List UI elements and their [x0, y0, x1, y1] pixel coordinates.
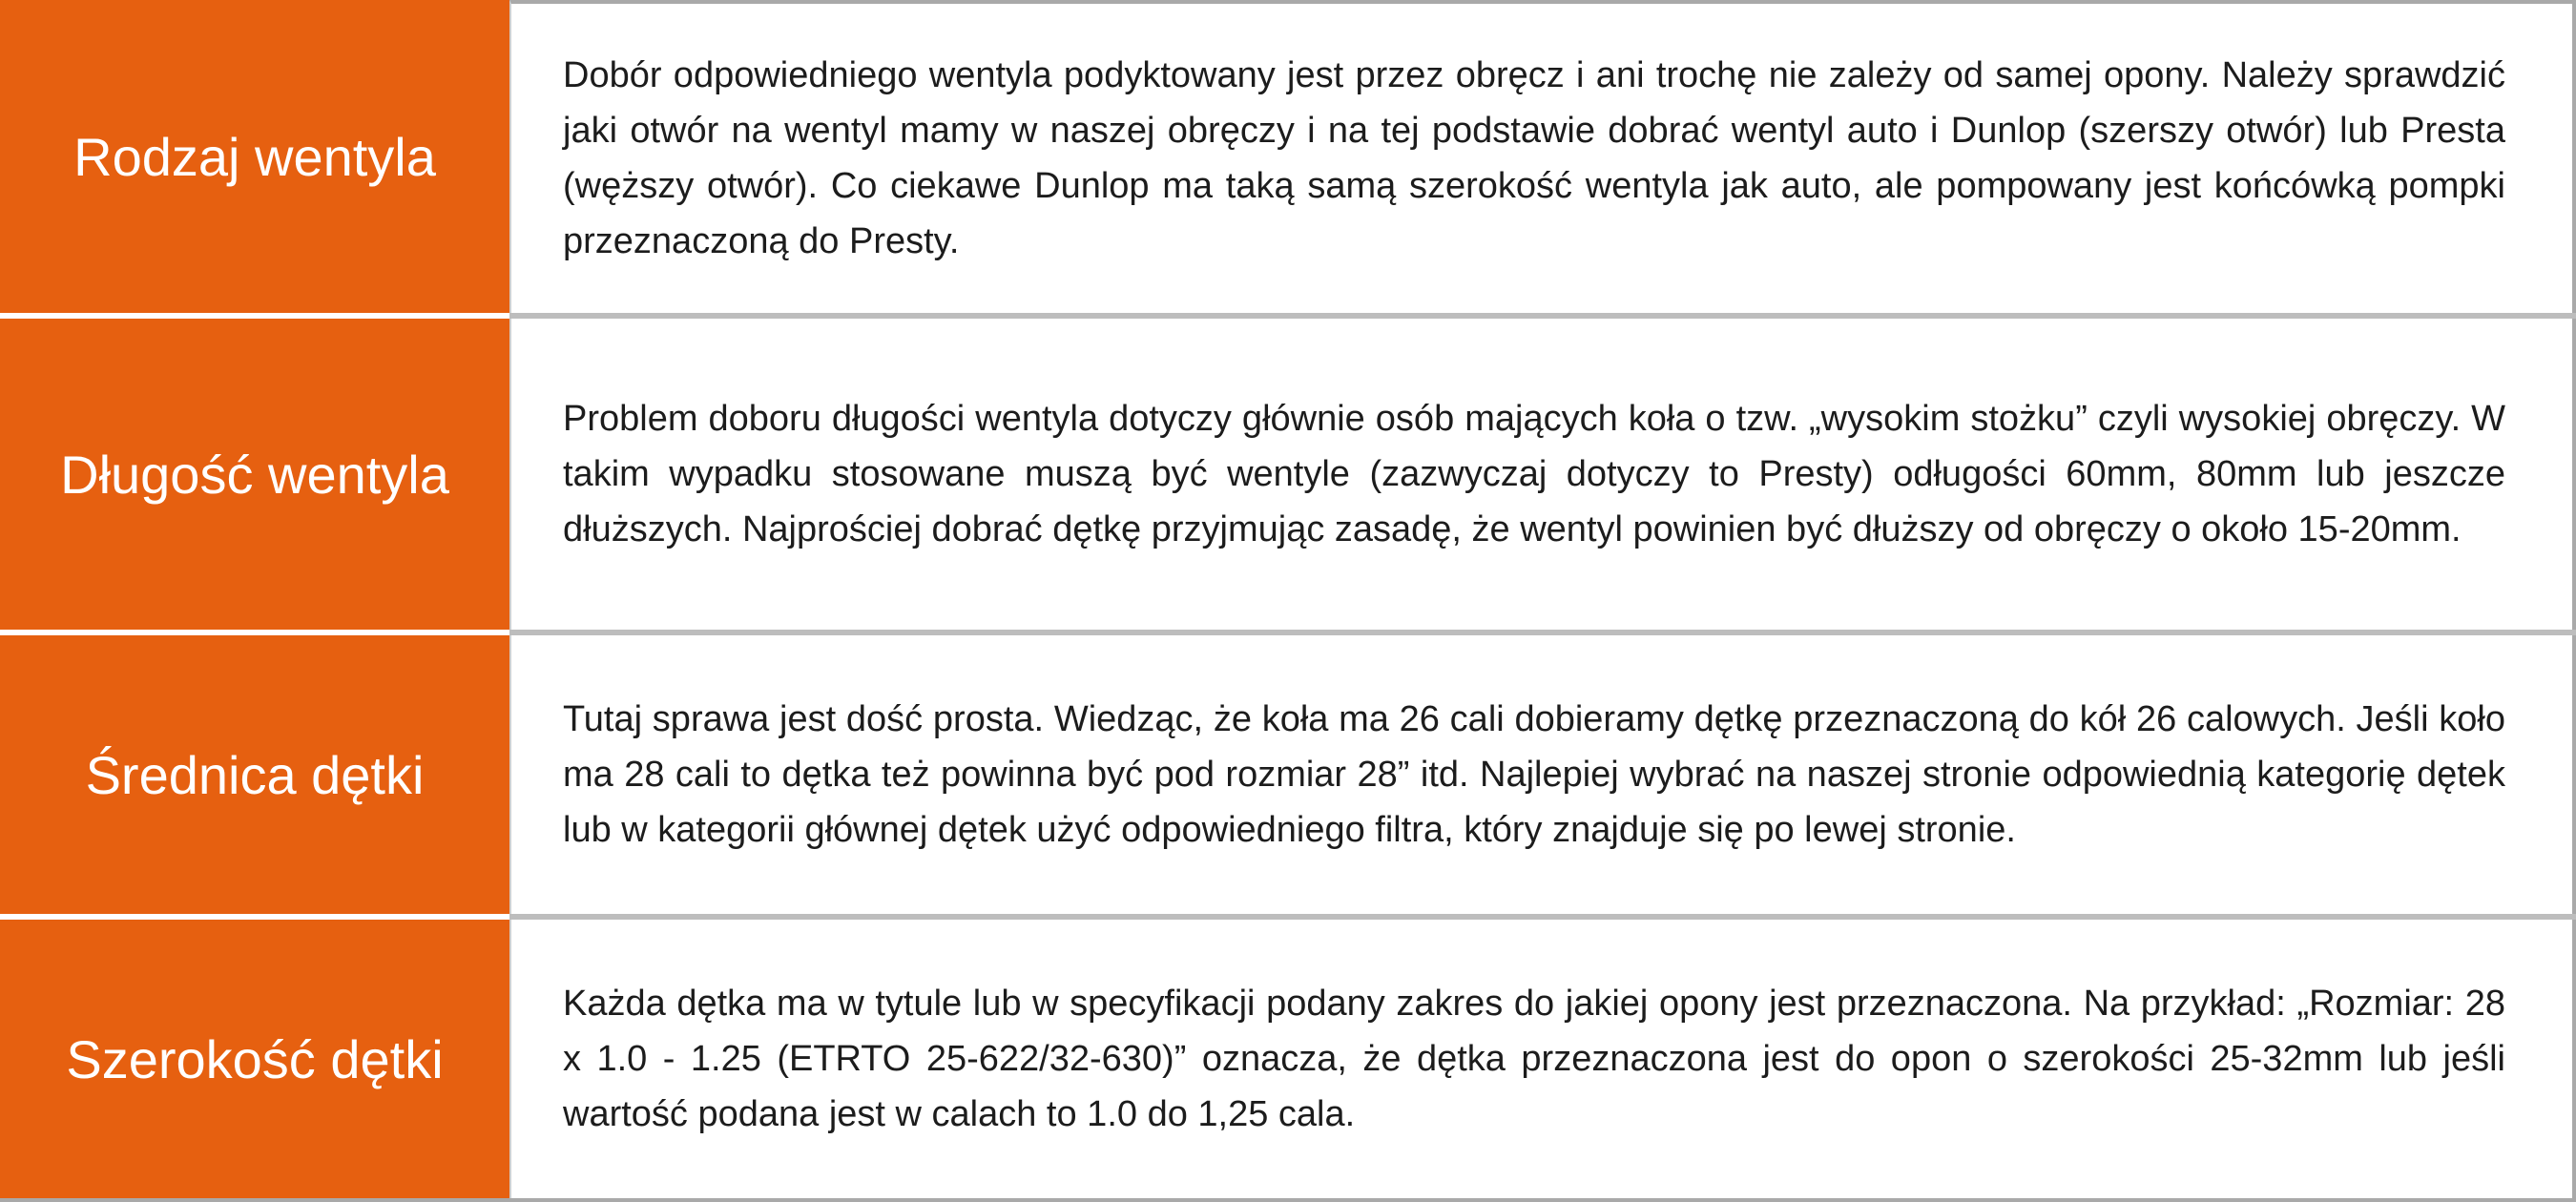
- row-heading: Średnica dętki: [0, 635, 509, 914]
- row-description-cell: [509, 920, 2572, 1198]
- table-row: [0, 319, 2572, 630]
- row-heading: Rodzaj wentyla: [0, 0, 509, 313]
- row-description: Problem doboru długości wentyla dotyczy głównie osób mających koła o tzw. „wysokim stożku” czyli wysokiej obręczy. W takim wypadku stosowane muszą być wentyle (zazwyczaj dotyczy to Presty) odługości 60mm, 80mm lub jeszcze dłuższych. Najprościej dobrać dętkę przyjmując zasadę, że wentyl powinien być dłuższy od obręczy o około 15-20mm.: [563, 399, 2505, 549]
- row-description-cell: [509, 0, 2572, 313]
- table-row: [0, 635, 2572, 914]
- row-description: Tutaj sprawa jest dość prosta. Wiedząc, że koła ma 26 cali dobieramy dętkę przeznaczoną do kół 26 calowych. Jeśli koło ma 28 cali to dętka też powinna być pod rozmiar 28” itd. Najlepiej wybrać na naszej stronie odpowiednią kategorię dętek lub w kategorii głównej dętek użyć odpowiedniego filtra, który znajduje się po lewej stronie.: [563, 699, 2505, 850]
- row-heading: Szerokość dętki: [0, 920, 509, 1198]
- table-row: [0, 0, 2572, 313]
- table-row: [0, 920, 2572, 1198]
- row-heading: Długość wentyla: [0, 319, 509, 630]
- row-description: Dobór odpowiedniego wentyla podyktowany jest przez obręcz i ani trochę nie zależy od samej opony. Należy sprawdzić jaki otwór na wentyl mamy w naszej obręczy i na tej podstawie dobrać wentyl auto i Dunlop (szerszy otwór) lub Presta (węższy otwór). Co ciekawe Dunlop ma taką samą szerokość wentyla jak auto, ale pompowany jest końcówką pompki przeznaczoną do Presty.: [563, 55, 2505, 261]
- row-description-cell: [509, 635, 2572, 914]
- row-description: Każda dętka ma w tytule lub w specyfikacji podany zakres do jakiej opony jest przeznaczona. Na przykład: „Rozmiar: 28 x 1.0 - 1.25 (ETRTO 25-622/32-630)” oznacza, że dętka przeznaczona jest do opon o szerokości 25-32mm lub jeśli wartość podana jest w calach to 1.0 do 1,25 cala.: [563, 984, 2505, 1134]
- row-description-cell: [509, 319, 2572, 630]
